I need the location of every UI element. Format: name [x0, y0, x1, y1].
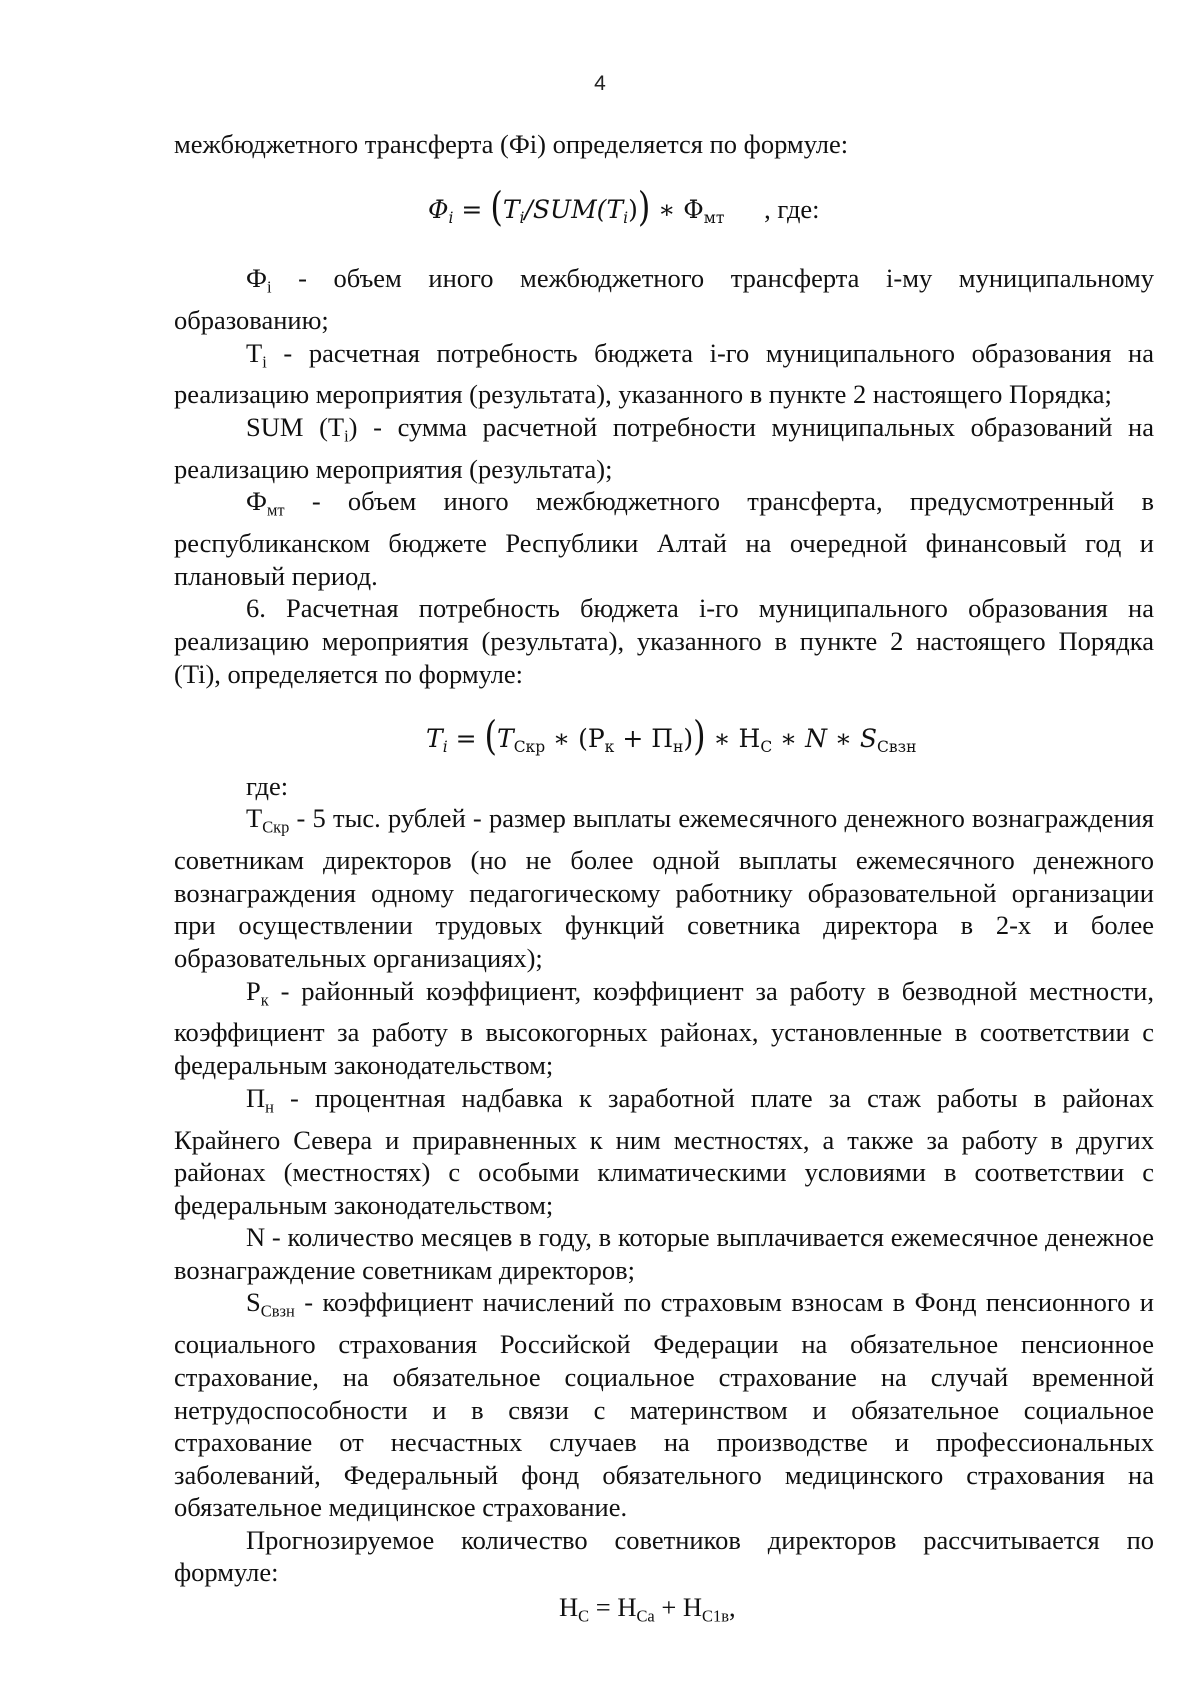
f3-a: Н [617, 1592, 637, 1623]
f2-n: N [805, 724, 827, 754]
f3-b-sub: С1в [702, 1606, 729, 1626]
definition-pn [174, 1082, 1154, 1222]
fi-symbol: Ф [246, 263, 267, 294]
rk-text: - районный коэффициент, коэффициент за работу в безводной местности, коэффициент за работу в высокогорных районах, установленные в соответствии с федеральным законодательством; [174, 975, 1154, 1081]
definition-tskr [174, 802, 1154, 974]
fmt-symbol: Ф [246, 486, 267, 517]
f2-p: П [651, 724, 674, 754]
rk-sub: к [260, 989, 269, 1009]
pn-symbol: П [246, 1082, 266, 1113]
f2-mult2: ∗ [713, 724, 731, 754]
formula-ti [174, 712, 1154, 764]
definition-ti [174, 337, 1154, 411]
f1-where: , где: [764, 193, 820, 224]
rk-symbol: Р [246, 975, 261, 1006]
f2-lhs: T [426, 724, 443, 754]
f2-s-sub: Свзн [877, 738, 917, 757]
f2-eq: = [455, 724, 477, 754]
fmt-sub: мт [266, 500, 285, 520]
f1-close: ) [637, 182, 651, 231]
f2-t: T [497, 724, 514, 754]
f1-t: T [502, 194, 520, 224]
s-symbol: S [246, 1287, 261, 1318]
f2-h-sub: С [760, 738, 773, 757]
f2-s: S [859, 724, 878, 754]
sum-sub: i [344, 426, 349, 446]
s-text: - коэффициент начислений по страховым взносам в Фонд пенсионного и социального страхования Российской Федерации на обязательное пенсионное страхование, на обязательное социальное страхование на случай временной нетрудоспособности и в связи с материнством и обязательное социальное страхование от несчастных случаев на производстве и профессиональных заболеваний, Федеральный фонд обязательного медицинского страхования на обязательное медицинское страхование. [174, 1287, 1154, 1523]
pn-text: - процентная надбавка к заработной плате за стаж работы в районах Крайнего Севера и приравненных к ним местностях, а также за работу в других районах (местностях) с особыми климатическими условиями в соответствии с федеральным законодательством; [174, 1082, 1154, 1220]
s-sub: Свзн [260, 1301, 295, 1321]
f1-eq: = [461, 194, 483, 224]
tskr-sub: Скр [262, 817, 290, 837]
f2-open2: ( [578, 724, 588, 754]
tskr-text: - 5 тыс. рублей - размер выплаты ежемесячного денежного вознаграждения советникам директоров (но не более одной выплаты ежемесячного денежного вознаграждения одному педагогическому работнику образовательной организации при осуществлении трудовых функций советника директора в 2-х и более образовательных организациях); [174, 803, 1154, 974]
f3-eq: = [589, 1592, 618, 1623]
definition-s [174, 1286, 1154, 1523]
f2-h: Н [738, 724, 761, 754]
f2-mult3: ∗ [780, 724, 798, 754]
f2-r: Р [587, 724, 605, 754]
ti-symbol: T [246, 337, 263, 368]
definition-fi [174, 262, 1154, 336]
f3-a-sub: Са [636, 1606, 655, 1626]
forecast-paragraph: Прогнозируемое количество советников директоров рассчитывается по формуле: [174, 1524, 1154, 1588]
ti-sub: i [262, 351, 267, 371]
f2-close2: ) [683, 724, 694, 754]
f3-lhs: Н [559, 1592, 579, 1623]
f2-plus: + [622, 724, 644, 754]
f1-phi: Φ [683, 194, 704, 224]
f2-mult4: ∗ [834, 724, 852, 754]
document-body [174, 128, 1154, 1633]
f1-mult: ∗ [658, 194, 676, 224]
formula-hc [174, 1591, 1154, 1633]
tskr-symbol: Т [246, 803, 263, 834]
f2-t-sub: Скр [513, 738, 546, 757]
f1-phi-sub: мт [703, 208, 725, 227]
f1-close-inner: ) [628, 194, 638, 224]
formula-fi [174, 182, 1154, 235]
sum-text: - сумма расчетной потребности муниципальных образований на реализацию мероприятия (результата); [174, 412, 1155, 484]
fmt-text: - объем иного межбюджетного трансферта, предусмотренный в республиканском бюджете Республики Алтай на очередной финансовый год и плановый период. [174, 486, 1154, 591]
f1-t2-sub: i [623, 208, 629, 227]
f1-open: ( [490, 182, 503, 231]
f2-open: ( [484, 712, 497, 760]
definition-fmt [174, 485, 1154, 592]
f2-lhs-sub: i [442, 738, 448, 757]
where-label: где: [246, 770, 289, 801]
ti-text: - расчетная потребность бюджета i-го муниципального образования на реализацию мероприятия (результата), указанного в пункте 2 настоящего Порядка; [174, 337, 1154, 410]
f1-lhs-sub: i [448, 208, 454, 227]
f2-close: ) [693, 712, 706, 760]
f2-r-sub: к [604, 738, 615, 757]
page-number: 4 [594, 72, 606, 95]
f3-end: , [728, 1592, 736, 1623]
definition-rk [174, 975, 1154, 1082]
f1-slash-sum: /SUM( [524, 194, 607, 224]
pn-sub: н [265, 1096, 274, 1116]
definition-n: N - количество месяцев в году, в которые выплачивается ежемесячное денежное вознаграждение советникам директоров; [174, 1222, 1154, 1285]
f1-t-sub: i [519, 208, 525, 227]
f1-lhs: Φ [428, 194, 449, 224]
definition-sum [174, 411, 1154, 485]
intro-paragraph: межбюджетного трансферта (Фi) определяется по формуле: [174, 129, 849, 159]
item-6-paragraph: 6. Расчетная потребность бюджета i-го муниципального образования на реализацию мероприятия (результата), указанного в пункте 2 настоящего Порядка (Ti), определяется по формуле: [174, 593, 1154, 689]
sum-symbol: SUM (T [246, 412, 345, 443]
f2-mult1: ∗ [553, 724, 571, 754]
f3-b: Н [682, 1592, 703, 1623]
fi-text: - объем иного межбюджетного трансферта i-му муниципальному образованию; [174, 263, 1154, 335]
f3-plus: + [654, 1592, 683, 1623]
f3-lhs-sub: С [578, 1606, 590, 1626]
f2-p-sub: н [673, 738, 684, 757]
f1-t2: T [606, 194, 624, 224]
sum-symbol-end: ) [348, 412, 358, 443]
fi-sub: i [266, 277, 272, 297]
